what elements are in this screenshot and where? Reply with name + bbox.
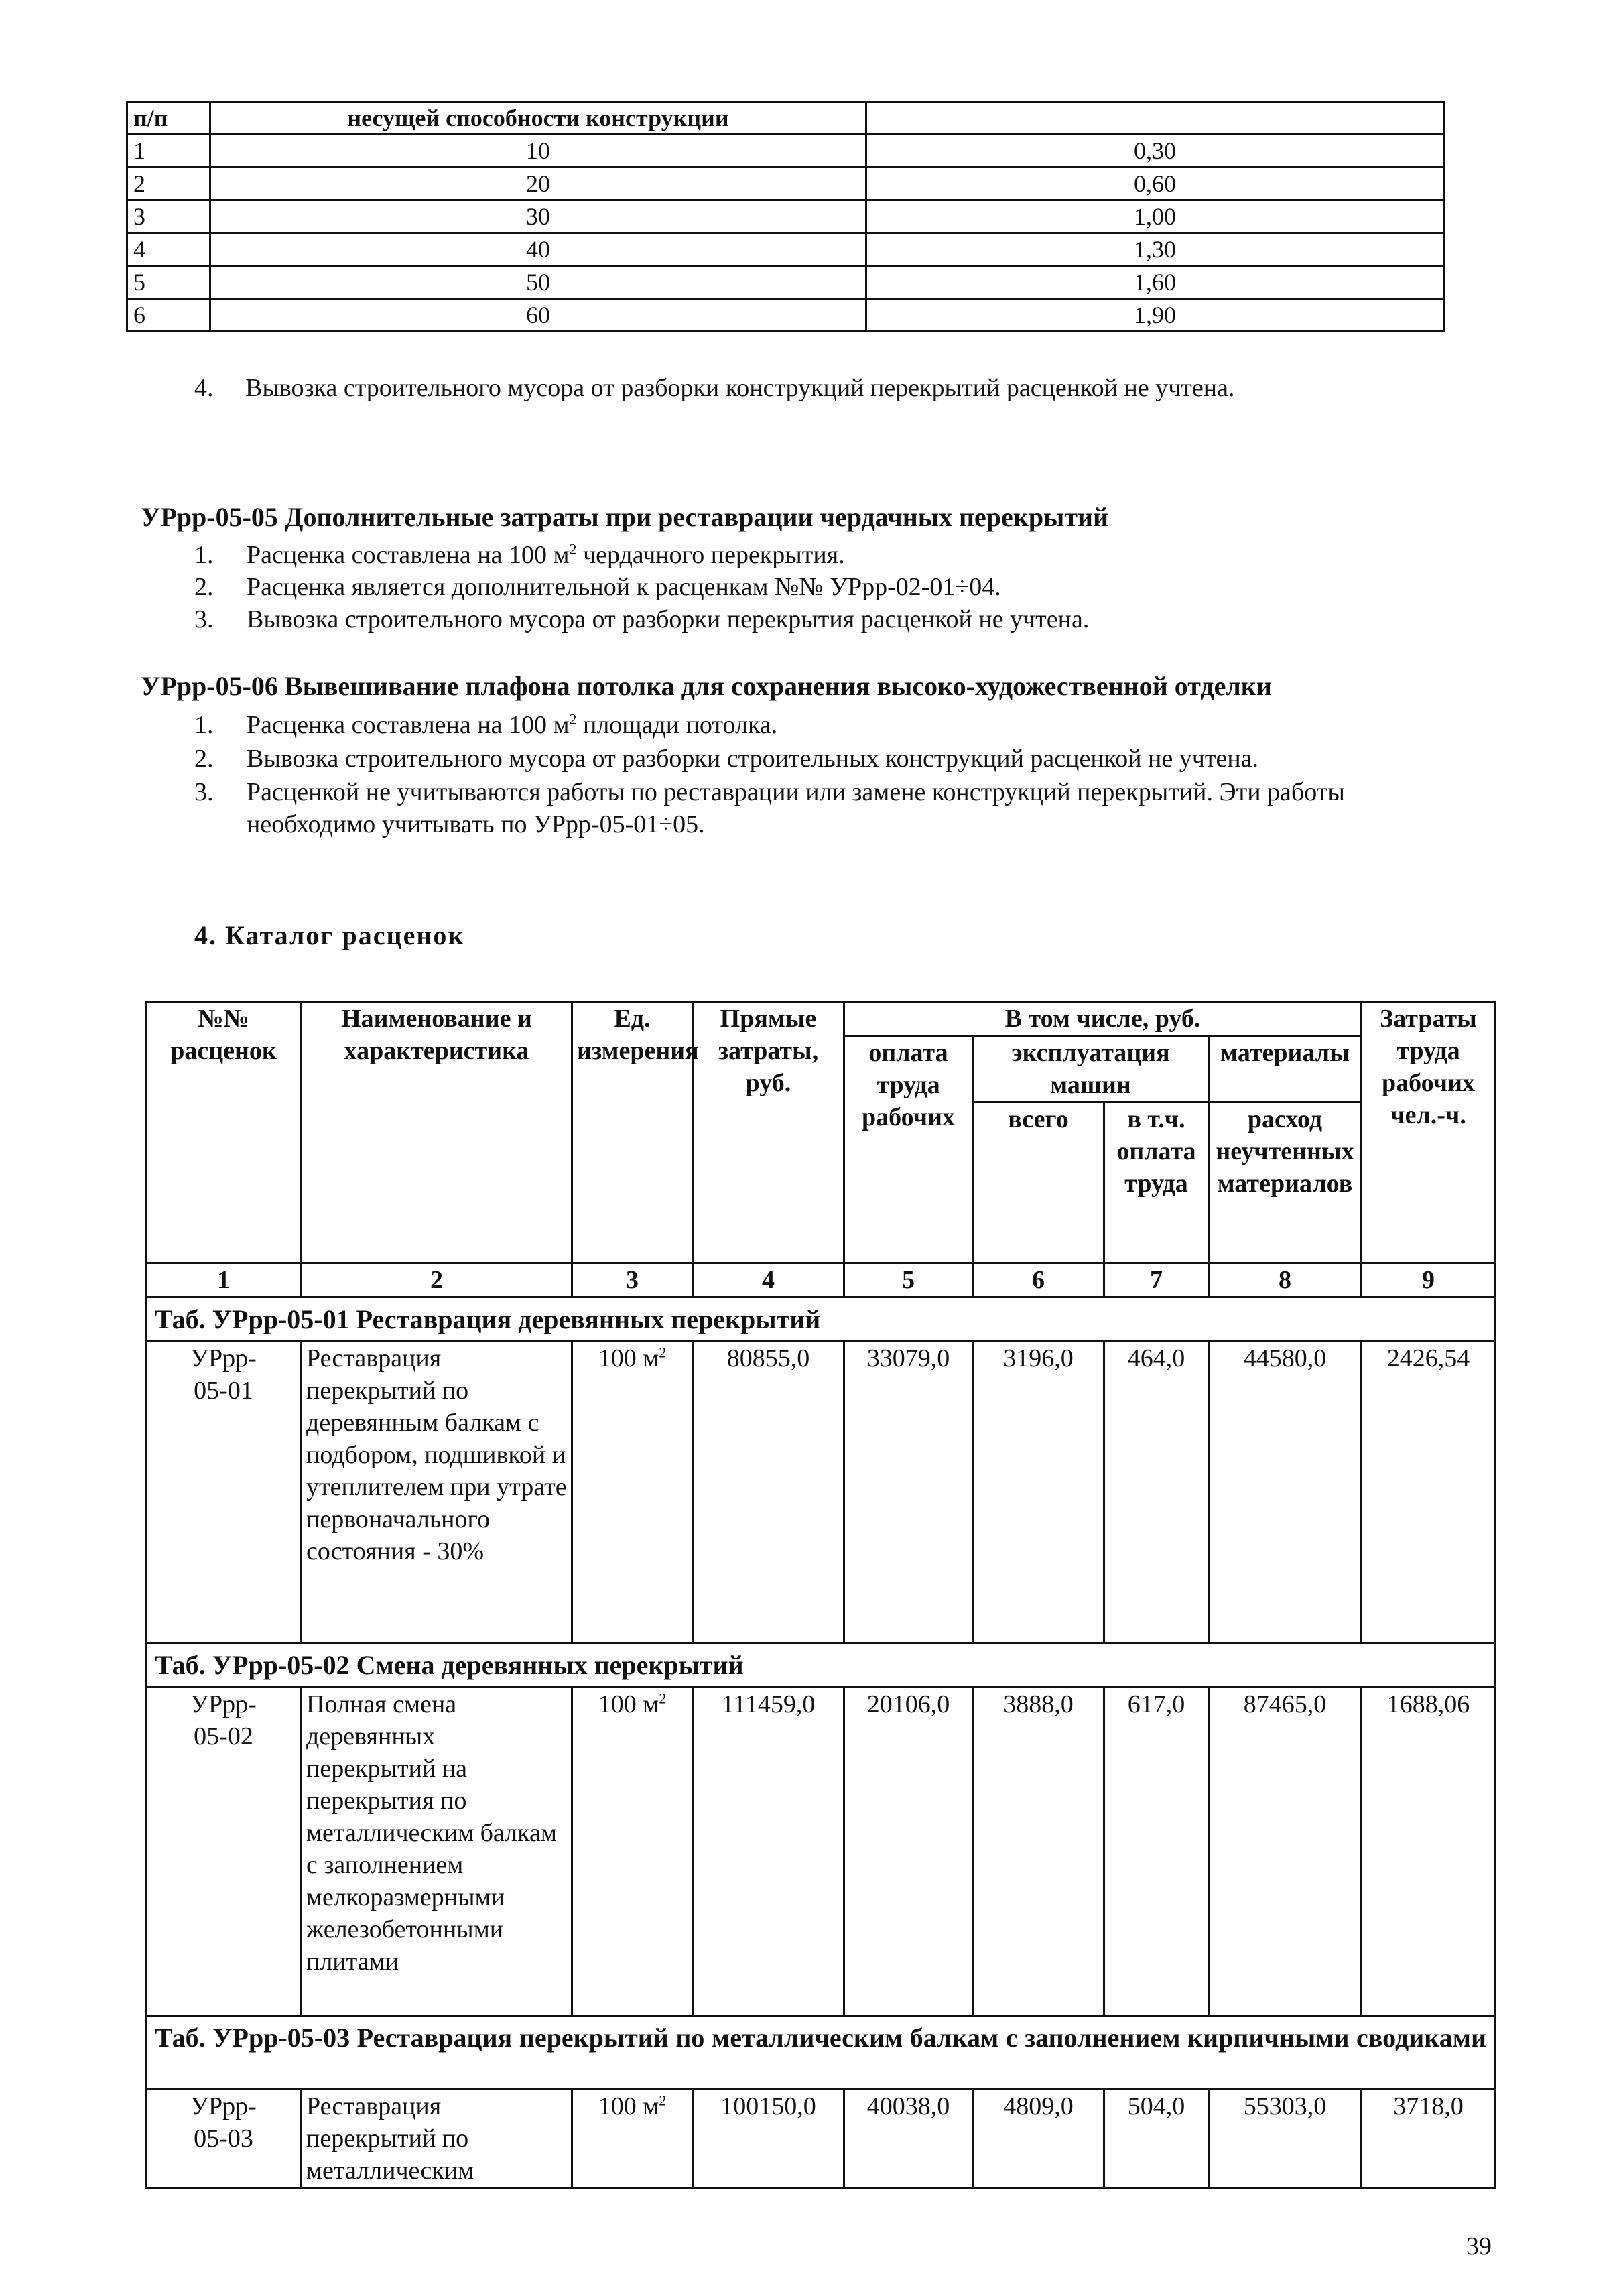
- page-number: 39: [1466, 2232, 1492, 2260]
- table-section-title: Таб. УРрр-05-03 Реставрация перекрытий по металлическим балкам с заполнением кирпичными сводиками: [146, 2016, 1496, 2090]
- table-row: [127, 299, 1444, 332]
- rate-labor-pay: 20106,0: [844, 1687, 973, 2016]
- rate-labor-pay: 40038,0: [844, 2090, 973, 2188]
- rate-labor: 2426,54: [1362, 1342, 1496, 1643]
- item-text: Вывозка строительного мусора от разборки перекрытия расценкой не учтена.: [247, 605, 1090, 633]
- header-machines: эксплуатация машин: [973, 1036, 1209, 1102]
- table-row: [127, 200, 1444, 233]
- item-text: Расценка является дополнительной к расценкам №№ УРрр-02-01÷04.: [247, 573, 1001, 601]
- note-text: Вывозка строительного мусора от разборки конструкций перекрытий расценкой не учтена.: [245, 374, 1235, 402]
- item-text: Расценка составлена на 100 $м^2$ площади потолка.: [247, 710, 778, 739]
- table-cell: 20: [210, 168, 866, 200]
- table-cell: 30: [210, 200, 866, 233]
- table-row: [127, 168, 1444, 200]
- header-labor: Затраты труда рабочих чел.-ч.: [1362, 1002, 1496, 1263]
- item-number: 2.: [194, 573, 214, 601]
- rate-code: УРрр- 05-01: [146, 1342, 302, 1643]
- item-text: Расценка составлена на 100 $м^2$ чердачного перекрытия.: [247, 540, 845, 569]
- rate-unit: 100 $м^2$: [572, 1342, 693, 1643]
- rate-machines-total: 3888,0: [973, 1687, 1104, 2016]
- rate-machines-labor: 617,0: [1104, 1687, 1209, 2016]
- table-row: [127, 266, 1444, 299]
- header-cell: [866, 102, 1444, 135]
- rate-materials: 44580,0: [1209, 1342, 1362, 1643]
- column-number: 2: [302, 1263, 572, 1297]
- rate-unit: 100 $м^2$: [572, 2090, 693, 2188]
- column-number: 8: [1209, 1263, 1362, 1297]
- rate-materials: 87465,0: [1209, 1687, 1362, 2016]
- rate-machines-labor: 464,0: [1104, 1342, 1209, 1643]
- item-number: 1.: [194, 711, 214, 739]
- header-unit: Ед. измерения: [572, 1002, 693, 1263]
- header-labor-pay: оплата труда рабочих: [844, 1036, 973, 1263]
- rate-machines-total: 4809,0: [973, 2090, 1104, 2188]
- catalog-heading: 4. Каталог расценок: [194, 920, 465, 950]
- column-number: 1: [146, 1263, 302, 1297]
- table-cell: 0,30: [866, 135, 1444, 168]
- column-number: 6: [973, 1263, 1104, 1297]
- item-number: 2.: [194, 745, 214, 773]
- rate-machines-total: 3196,0: [973, 1342, 1104, 1643]
- rate-name: Реставрация перекрытий по металлическим: [302, 2090, 572, 2188]
- table-cell: 4: [127, 233, 210, 266]
- table-cell: 6: [127, 299, 210, 332]
- column-number: 4: [693, 1263, 844, 1297]
- rate-name: Полная смена деревянных перекрытий на перекрытия по металлическим балкам с заполнением мелкоразмерными железобетонными плитами: [302, 1687, 572, 2016]
- rate-labor: 3718,0: [1362, 2090, 1496, 2188]
- header-materials: материалы: [1209, 1036, 1362, 1102]
- column-number-row: [146, 1263, 1496, 1297]
- column-number: 9: [1362, 1263, 1496, 1297]
- table-cell: 1,30: [866, 233, 1444, 266]
- table-cell: 5: [127, 266, 210, 299]
- note-number: 4.: [194, 374, 214, 402]
- column-number: 5: [844, 1263, 973, 1297]
- coefficient-table: [126, 101, 1445, 332]
- table-cell: 50: [210, 266, 866, 299]
- table-section-title: Таб. УРрр-05-01 Реставрация деревянных перекрытий: [146, 1297, 1496, 1342]
- rate-code: УРрр- 05-02: [146, 1687, 302, 2016]
- header-materials-unaccounted: расход неучтенных материалов: [1209, 1102, 1362, 1263]
- rate-direct: 80855,0: [693, 1342, 844, 1643]
- table-row: [146, 2090, 1496, 2188]
- rate-machines-labor: 504,0: [1104, 2090, 1209, 2188]
- catalog-table: [145, 1001, 1496, 2189]
- header-code: №№ расценок: [146, 1002, 302, 1263]
- table-cell: 1: [127, 135, 210, 168]
- item-number: 3.: [194, 778, 214, 806]
- table-cell: 1,00: [866, 200, 1444, 233]
- item-text: Расценкой не учитываются работы по реставрации или замене конструкций перекрытий. Эти работы необходимо учитывать по УРрр-05-01÷05.: [247, 778, 1345, 838]
- header-machines-labor: в т.ч. оплата труда: [1104, 1102, 1209, 1263]
- rate-labor-pay: 33079,0: [844, 1342, 973, 1643]
- rate-labor: 1688,06: [1362, 1687, 1496, 2016]
- header-name: Наименование и характеристика: [302, 1002, 572, 1263]
- rate-name: Реставрация перекрытий по деревянным балкам с подбором, подшивкой и утеплителем при утрате первоначального состояния - 30%: [302, 1342, 572, 1643]
- table-cell: 60: [210, 299, 866, 332]
- item-number: 1.: [194, 541, 214, 569]
- table-cell: 3: [127, 200, 210, 233]
- section-heading: УРрр-05-05 Дополнительные затраты при реставрации чердачных перекрытий: [141, 502, 1109, 532]
- table-cell: 0,60: [866, 168, 1444, 200]
- header-cell: несущей способности конструкции: [210, 102, 866, 135]
- item-text: Вывозка строительного мусора от разборки строительных конструкций расценкой не учтена.: [247, 745, 1259, 773]
- rate-unit: 100 $м^2$: [572, 1687, 693, 2016]
- header-direct-costs: Прямые затраты, руб.: [693, 1002, 844, 1263]
- table-cell: 40: [210, 233, 866, 266]
- column-number: 7: [1104, 1263, 1209, 1297]
- table-section-title: Таб. УРрр-05-02 Смена деревянных перекрытий: [146, 1643, 1496, 1687]
- header-machines-total: всего: [973, 1102, 1104, 1263]
- table-row: [146, 1342, 1496, 1643]
- header-including: В том числе, руб.: [844, 1002, 1362, 1036]
- table-cell: 2: [127, 168, 210, 200]
- section-heading: УРрр-05-06 Вывешивание плафона потолка для сохранения высоко-художественной отделки: [141, 671, 1272, 701]
- table-cell: 1,90: [866, 299, 1444, 332]
- header-cell: п/п: [127, 102, 210, 135]
- rate-code: УРрр- 05-03: [146, 2090, 302, 2188]
- rate-materials: 55303,0: [1209, 2090, 1362, 2188]
- table-cell: 10: [210, 135, 866, 168]
- column-number: 3: [572, 1263, 693, 1297]
- rate-direct: 111459,0: [693, 1687, 844, 2016]
- table-cell: 1,60: [866, 266, 1444, 299]
- rate-direct: 100150,0: [693, 2090, 844, 2188]
- table-header-row: [127, 102, 1444, 135]
- table-row: [127, 135, 1444, 168]
- table-row: [127, 233, 1444, 266]
- item-number: 3.: [194, 605, 214, 633]
- table-row: [146, 1687, 1496, 2016]
